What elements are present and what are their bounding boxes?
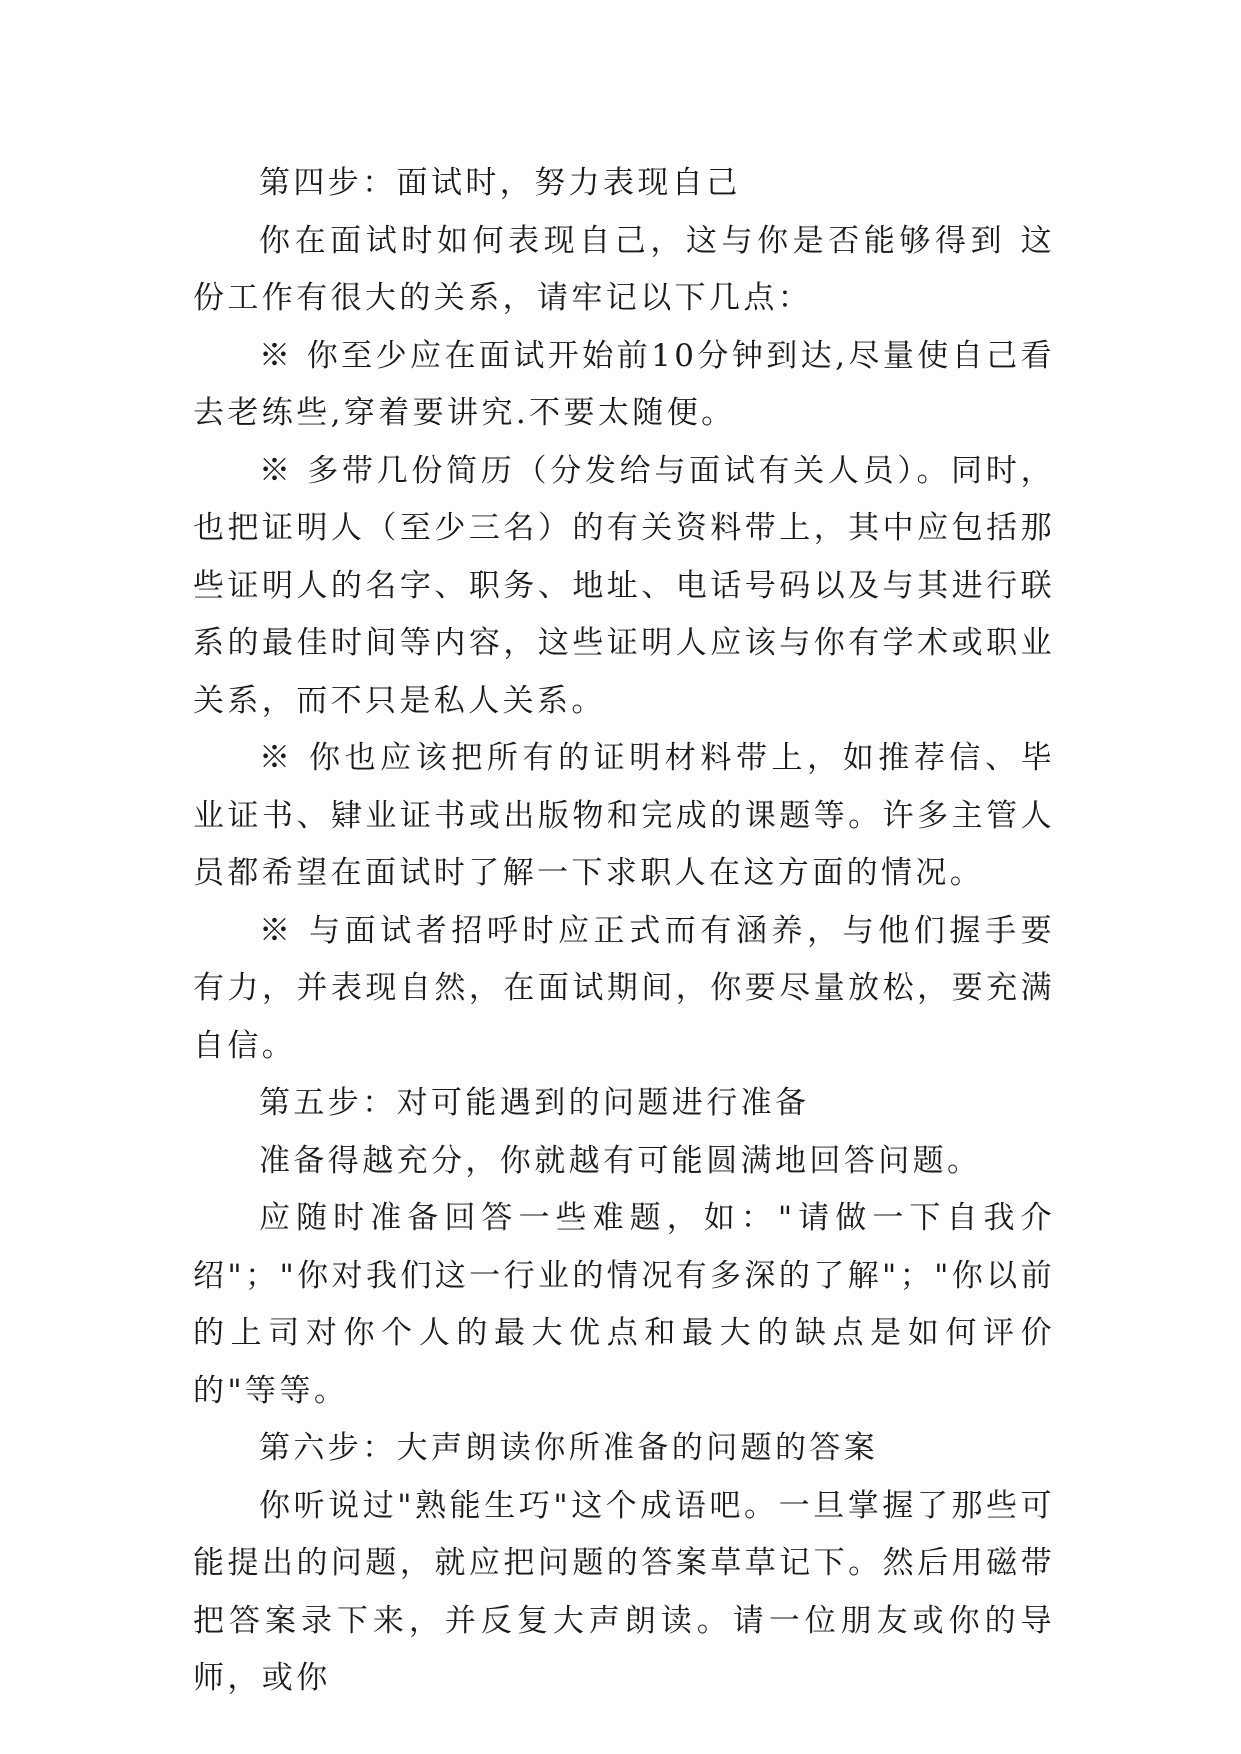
paragraph-difficult-questions: 应随时准备回答一些难题，如："请做一下自我介绍"；"你对我们这一行业的情况有多深的了解"；"你以前的上司对你个人的最大优点和最大的缺点是如何评价的"等等。 [193, 1200, 1055, 1409]
document-body [193, 155, 1055, 1708]
bullet-arrive-early: ※ 你至少应在面试开始前10分钟到达,尽量使自己看去老练些,穿着要讲究.不要太随便。 [193, 337, 1055, 431]
step-four-heading: 第四步：面试时，努力表现自己 [259, 165, 741, 201]
step-six-heading: 第六步：大声朗读你所准备的问题的答案 [259, 1430, 879, 1466]
bullet-bring-certificates: ※ 你也应该把所有的证明材料带上，如推荐信、毕业证书、肄业证书或出版物和完成的课题等。许多主管人员都希望在面试时了解一下求职人在这方面的情况。 [193, 740, 1055, 891]
paragraph-preparation: 准备得越充分，你就越有可能圆满地回答问题。 [259, 1142, 982, 1179]
bullet-bring-resumes: ※ 多带几份简历（分发给与面试有关人员）。同时，也把证明人（至少三名）的有关资料带上，其中应包括那些证明人的名字、职务、地址、电话号码以及与其进行联系的最佳时间等内容，这些证明人应该与你有学术或职业关系，而不只是私人关系。 [193, 452, 1055, 719]
paragraph-practice: 你听说过"熟能生巧"这个成语吧。一旦掌握了那些可能提出的问题，就应把问题的答案草草记下。然后用磁带把答案录下来，并反复大声朗读。请一位朋友或你的导师，或你 [193, 1487, 1055, 1696]
bullet-greeting: ※ 与面试者招呼时应正式而有涵养，与他们握手要有力，并表现自然，在面试期间，你要尽量放松，要充满自信。 [193, 912, 1055, 1064]
step-five-heading: 第五步：对可能遇到的问题进行准备 [259, 1085, 810, 1121]
paragraph-intro: 你在面试时如何表现自己，这与你是否能够得到 这份工作有很大的关系，请牢记以下几点： [193, 222, 1055, 316]
